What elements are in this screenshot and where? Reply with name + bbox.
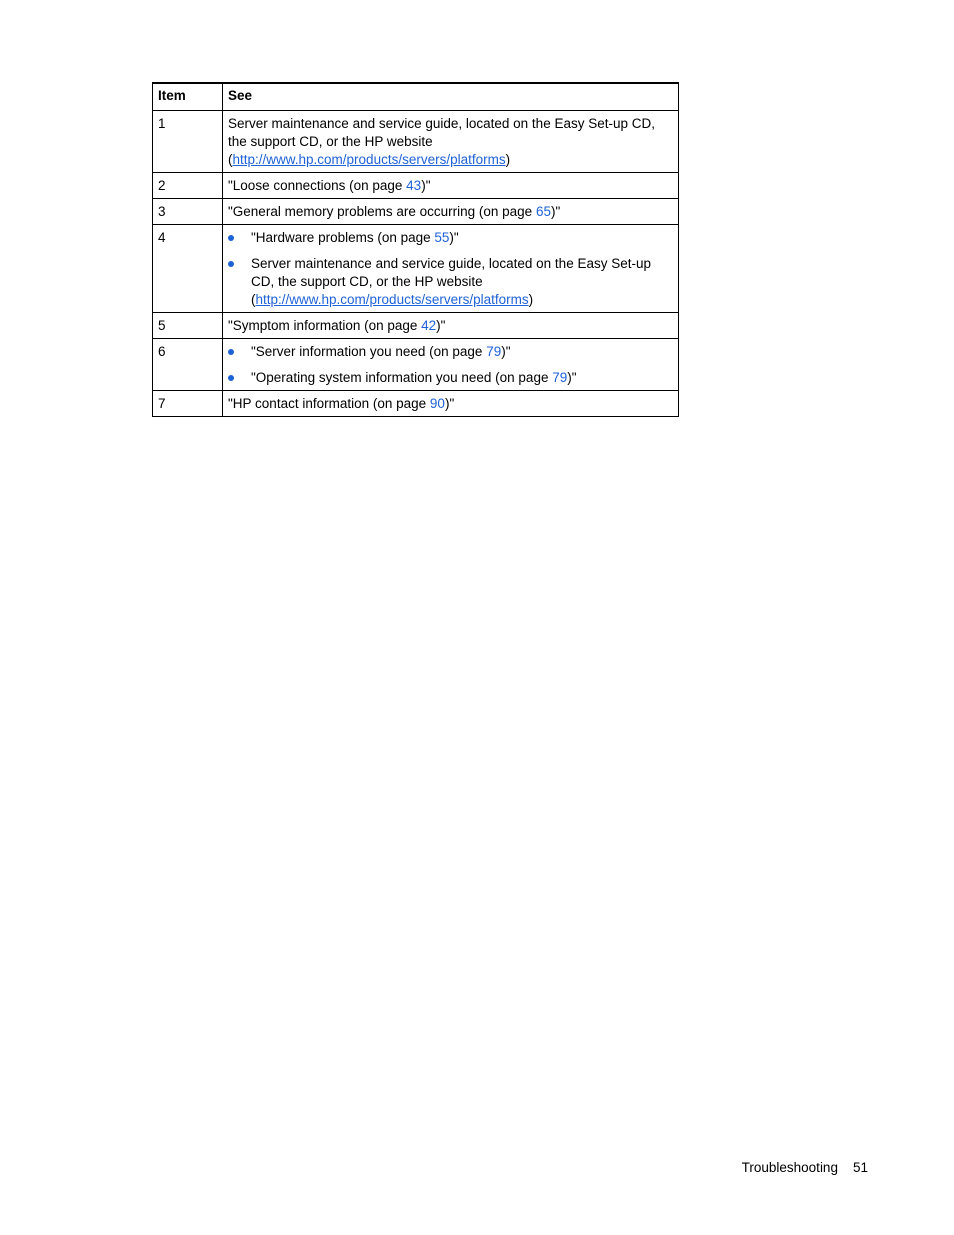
table-header-row: [153, 83, 679, 111]
column-header-see: See: [223, 83, 679, 111]
reference-text-end: )": [444, 396, 455, 411]
bullet-list: [228, 229, 673, 309]
see-text-line: Server maintenance and service guide, located on the Easy Set-up: [251, 256, 651, 271]
page-number: 51: [852, 1160, 868, 1175]
reference-text-end: )": [550, 204, 561, 219]
list-item-text: [251, 255, 651, 309]
reference-text: "Operating system information you need (on page: [251, 370, 553, 385]
see-cell: [223, 199, 679, 225]
see-text-line: the support CD, or the HP website: [228, 134, 433, 149]
table-row: [153, 391, 679, 417]
item-number: 5: [153, 313, 223, 339]
reference-text: "Symptom information (on page: [228, 318, 422, 333]
list-item-text: [251, 229, 459, 247]
page-link[interactable]: 79: [552, 370, 568, 385]
see-cell: [223, 225, 679, 313]
list-item: [228, 369, 673, 387]
page-footer: [742, 1159, 868, 1177]
see-cell: [223, 391, 679, 417]
reference-text-end: )": [436, 318, 446, 333]
page-link[interactable]: 42: [421, 318, 437, 333]
table-row: [153, 313, 679, 339]
table-row: [153, 173, 679, 199]
reference-text: "Server information you need (on page: [251, 344, 487, 359]
list-item-text: [251, 369, 577, 387]
item-number: 1: [153, 111, 223, 173]
reference-text: "General memory problems are occurring (on page: [228, 204, 536, 219]
reference-text: "HP contact information (on page: [228, 396, 430, 411]
hp-website-link[interactable]: http://www.hp.com/products/servers/platforms: [232, 152, 506, 167]
see-cell: [223, 111, 679, 173]
page-link[interactable]: 90: [429, 396, 445, 411]
reference-table: [152, 82, 679, 417]
see-cell: [223, 173, 679, 199]
list-item: [228, 229, 673, 247]
hp-website-link[interactable]: http://www.hp.com/products/servers/platforms: [255, 292, 529, 307]
reference-text: "Loose connections (on page: [228, 178, 407, 193]
column-header-item: Item: [153, 83, 223, 111]
paren-close: ): [528, 292, 534, 307]
bullet-icon: [228, 235, 234, 241]
item-number: 6: [153, 339, 223, 391]
table-row: [153, 111, 679, 173]
page-link[interactable]: 43: [406, 178, 422, 193]
paren-close: ): [505, 152, 511, 167]
item-number: 2: [153, 173, 223, 199]
reference-text-end: )": [501, 344, 511, 359]
reference-text: "Hardware problems (on page: [251, 230, 435, 245]
see-cell: [223, 339, 679, 391]
item-number: 7: [153, 391, 223, 417]
see-cell: [223, 313, 679, 339]
footer-section-title: Troubleshooting: [741, 1160, 838, 1175]
item-number: 3: [153, 199, 223, 225]
reference-text-end: )": [567, 370, 577, 385]
bullet-icon: [228, 349, 234, 355]
table-row: [153, 339, 679, 391]
item-number: 4: [153, 225, 223, 313]
list-item: [228, 255, 673, 309]
reference-text-end: )": [449, 230, 459, 245]
list-item-text: [251, 343, 511, 361]
bullet-list: [228, 343, 673, 387]
paren-open: (: [228, 152, 233, 167]
website-link-line: [228, 151, 673, 169]
page-link[interactable]: 79: [486, 344, 502, 359]
bullet-icon: [228, 375, 234, 381]
bullet-icon: [228, 261, 234, 267]
table-row: [153, 225, 679, 313]
reference-text-end: )": [421, 178, 431, 193]
website-link-line: [251, 291, 651, 309]
paren-open: (: [251, 292, 256, 307]
table-row: [153, 199, 679, 225]
see-text-line: Server maintenance and service guide, located on the Easy Set-up CD,: [228, 116, 655, 131]
page-link[interactable]: 65: [535, 204, 551, 219]
list-item: [228, 343, 673, 361]
page-link[interactable]: 55: [434, 230, 450, 245]
see-text-line: CD, the support CD, or the HP website: [251, 274, 483, 289]
